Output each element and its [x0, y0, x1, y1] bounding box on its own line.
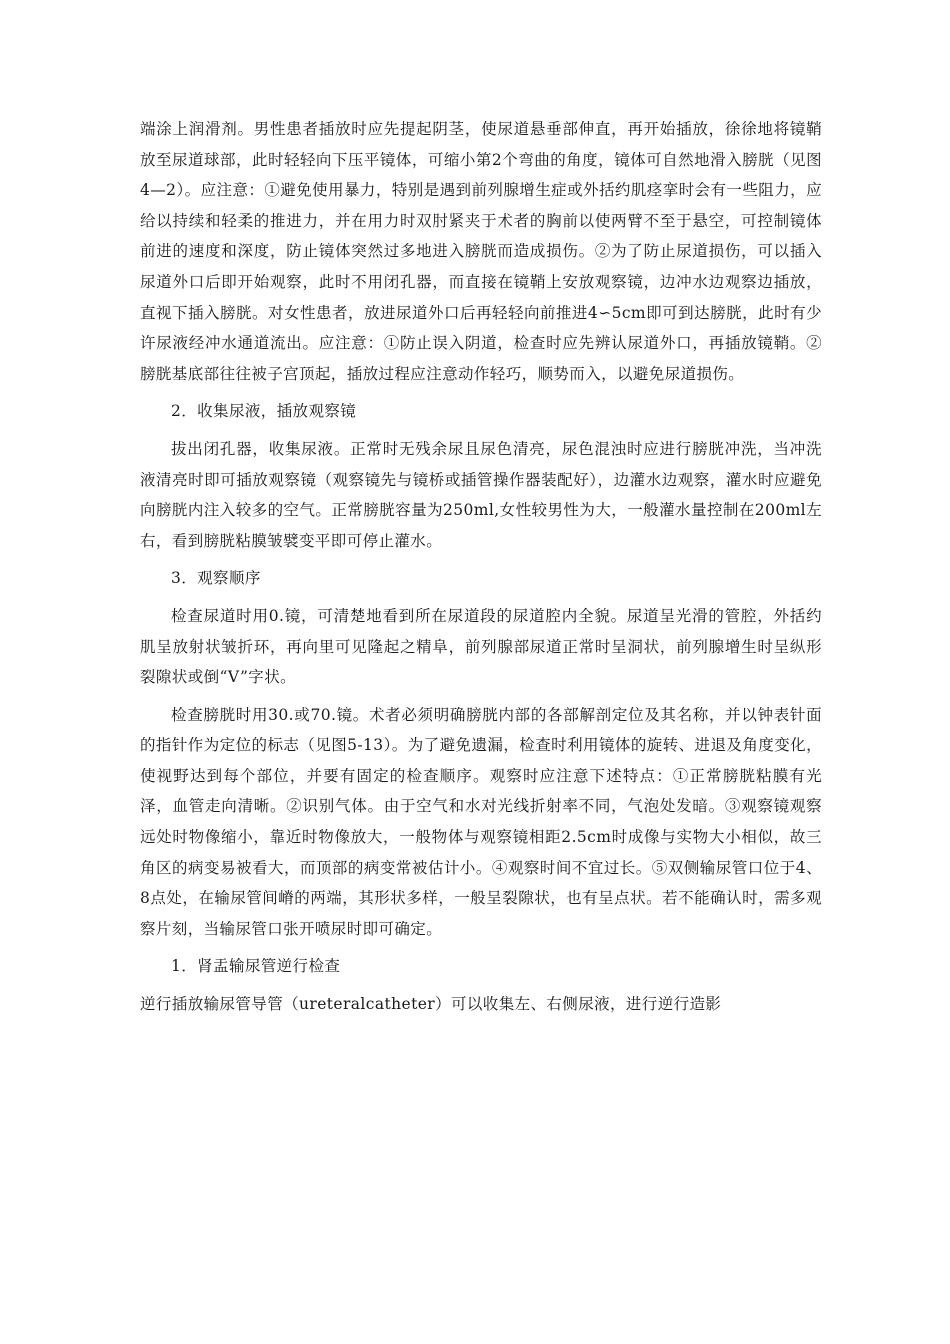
paragraph-urethra-check: 检查尿道时用0.镜，可清楚地看到所在尿道段的尿道腔内全貌。尿道呈光滑的管腔，外括约肌呈放射状皱折环，再向里可见隆起之精阜，前列腺部尿道正常时呈洞状，前列腺增生时呈纵形裂隙状或倒“V”字状。	[140, 606, 822, 687]
section-heading-observation-order: 3．观察顺序	[171, 569, 261, 588]
paragraph-collect-urine: 拔出闭孔器，收集尿液。正常时无残余尿且尿色清亮，尿色混浊时应进行膀胱冲洗，当冲洗液清亮时即可插放观察镜（观察镜先与镜桥或插管操作器装配好），边灌水边观察，灌水时应避免向膀胱内注入较多的空气。正常膀胱容量为250ml,女性较男性为大，一般灌水量控制在200ml左右，看到膀胱粘膜皱襞变平即可停止灌水。	[140, 439, 822, 550]
section-heading-retrograde-exam: 1．肾盂输尿管逆行检查	[171, 957, 341, 976]
document-body	[140, 114, 822, 1027]
paragraph-insertion-technique: 端涂上润滑剂。男性患者插放时应先提起阴茎，使尿道悬垂部伸直，再开始插放，徐徐地将镜鞘放至尿道球部，此时轻轻向下压平镜体，可缩小第2个弯曲的角度，镜体可自然地滑入膀胱（见图4—2）。应注意：①避免使用暴力，特别是遇到前列腺增生症或外括约肌痉挛时会有一些阻力，应给以持续和轻柔的推进力，并在用力时双肘紧夹于术者的胸前以使两臂不至于悬空，可控制镜体前进的速度和深度，防止镜体突然过多地进入膀胱而造成损伤。②为了防止尿道损伤，可以插入尿道外口后即开始观察，此时不用闭孔器，而直接在镜鞘上安放观察镜，边冲水边观察边插放，直视下插入膀胱。对女性患者，放进尿道外口后再轻轻向前推进4∽5cm即可到达膀胱，此时有少许尿液经冲水通道流出。应注意：①防止误入阴道，检查时应先辨认尿道外口，再插放镜鞘。②膀胱基底部往往被子宫顶起，插放过程应注意动作轻巧，顺势而入，以避免尿道损伤。	[140, 120, 822, 383]
paragraph-bladder-check: 检查膀胱时用30.或70.镜。术者必须明确膀胱内部的各部解剖定位及其名称，并以钟表针面的指针作为定位的标志（见图5-13）。为了避免遗漏，检查时利用镜体的旋转、进退及角度变化，使视野达到每个部位，并要有固定的检查顺序。观察时应注意下述特点：①正常膀胱粘膜有光泽，血管走向清晰。②识别气体。由于空气和水对光线折射率不同，气泡处发暗。③观察镜观察远处时物像缩小，靠近时物像放大，一般物体与观察镜相距2.5cm时成像与实物大小相似，故三角区的病变易被看大，而顶部的病变常被估计小。④观察时间不宜过长。⑤双侧输尿管口位于4、8点处，在输尿管间嵴的两端，其形状多样，一般呈裂隙状，也有呈点状。若不能确认时，需多观察片刻，当输尿管口张开喷尿时即可确定。	[140, 705, 822, 938]
paragraph-retrograde-catheter: 逆行插放输尿管导管（ureteralcatheter）可以收集左、右侧尿液，进行逆行造影	[140, 995, 722, 1014]
section-heading-collect-urine: 2．收集尿液，插放观察镜	[171, 402, 357, 421]
